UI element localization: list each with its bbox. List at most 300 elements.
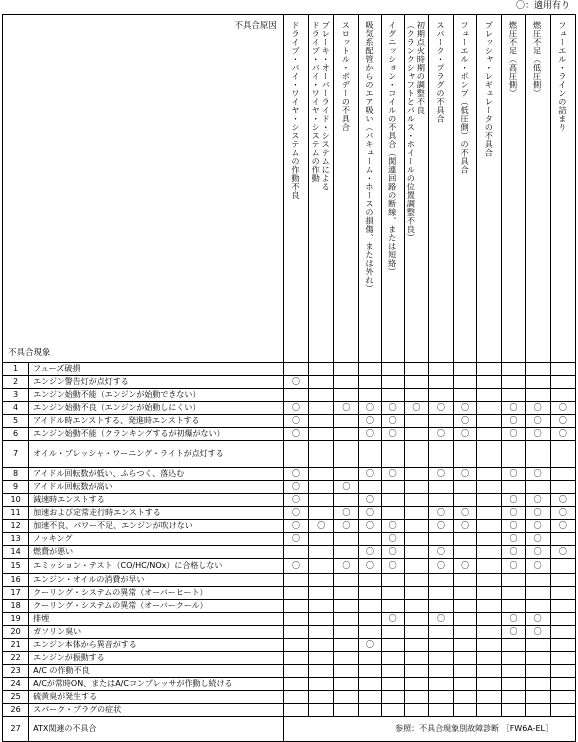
empty-cell [309,441,334,468]
row-number: 4 [3,402,29,415]
applicable-mark: 〇 [428,507,453,520]
empty-cell [454,441,477,468]
empty-cell [334,546,359,559]
empty-cell [309,546,334,559]
cause-heading: 不具合原因 [234,21,277,31]
cause-label: 吸気系配管からのエア吸い（バキューム・ホースの損傷、または外れ） [365,21,376,293]
empty-cell [428,494,453,507]
empty-cell [404,559,428,574]
empty-cell [550,533,575,546]
empty-cell [454,600,477,613]
empty-cell [477,652,502,665]
empty-cell [381,652,404,665]
row-number: 9 [3,481,29,494]
symptom-cell: エンジン警告灯が点灯する [29,376,284,389]
empty-cell [477,665,502,678]
empty-cell [404,415,428,428]
empty-cell [334,389,359,402]
empty-cell [550,468,575,481]
empty-cell [477,691,502,704]
empty-cell [454,639,477,652]
empty-cell [381,363,404,376]
applicable-mark: 〇 [550,428,575,441]
empty-cell [477,520,502,533]
empty-cell [283,574,308,587]
applicable-mark: 〇 [454,507,477,520]
empty-cell [309,428,334,441]
empty-cell [454,613,477,626]
applicable-mark: 〇 [359,520,381,533]
cause-label: イグニッション・コイルの不具合（関連回路の断線、または短絡） [387,21,398,276]
empty-cell [334,363,359,376]
applicable-mark: 〇 [525,494,550,507]
empty-cell [454,691,477,704]
empty-cell [404,363,428,376]
applicable-mark: 〇 [428,546,453,559]
empty-cell [525,678,550,691]
empty-cell [428,587,453,600]
row-number: 26 [3,704,29,717]
symptom-cell: A/Cが常時ON、またはA/Cコンプレッサが作動し続ける [29,678,284,691]
symptom-cell: クーリング・システムの異常（オーバークール） [29,600,284,613]
empty-cell [359,441,381,468]
cause-column-header [404,15,428,363]
empty-cell [334,441,359,468]
applicable-mark: 〇 [283,481,308,494]
applicable-mark: 〇 [550,520,575,533]
empty-cell [454,389,477,402]
table-row [3,626,576,639]
applicable-mark: 〇 [283,376,308,389]
empty-cell [334,600,359,613]
applicable-mark: 〇 [283,402,308,415]
applicable-mark: 〇 [550,546,575,559]
empty-cell [428,574,453,587]
empty-cell [309,481,334,494]
applicable-mark: 〇 [428,402,453,415]
empty-cell [404,428,428,441]
symptom-cell: エンジン本体から異音がする [29,639,284,652]
empty-cell [550,481,575,494]
empty-cell [404,481,428,494]
row-number: 10 [3,494,29,507]
empty-cell [359,481,381,494]
empty-cell [381,639,404,652]
empty-cell [381,704,404,717]
empty-cell [454,574,477,587]
empty-cell [525,704,550,717]
empty-cell [477,376,502,389]
empty-cell [309,678,334,691]
empty-cell [334,665,359,678]
applicable-mark: 〇 [525,507,550,520]
symptom-cell: 硫黄臭が発生する [29,691,284,704]
applicable-mark: 〇 [525,546,550,559]
empty-cell [428,481,453,494]
empty-cell [525,376,550,389]
cause-column-header [309,15,334,363]
symptom-cell: エンジン始動不良（エンジンが始動しにくい） [29,402,284,415]
empty-cell [309,415,334,428]
symptom-cell: アイドル回転数が低い、ふらつく、落込む [29,468,284,481]
table-row [3,363,576,376]
applicable-mark: 〇 [525,428,550,441]
empty-cell [428,415,453,428]
empty-cell [381,574,404,587]
empty-cell [404,494,428,507]
empty-cell [454,704,477,717]
empty-cell [454,363,477,376]
table-row [3,376,576,389]
applicable-mark: 〇 [283,533,308,546]
empty-cell [502,574,525,587]
table-row [3,639,576,652]
empty-cell [550,376,575,389]
empty-cell [334,376,359,389]
empty-cell [477,415,502,428]
empty-cell [525,574,550,587]
symptom-cell: アイドル回転数が高い [29,481,284,494]
applicable-mark: 〇 [428,428,453,441]
empty-cell [477,494,502,507]
empty-cell [283,704,308,717]
empty-cell [525,587,550,600]
empty-cell [309,691,334,704]
empty-cell [359,691,381,704]
empty-cell [381,376,404,389]
row-number: 25 [3,691,29,704]
table-row [3,574,576,587]
empty-cell [550,441,575,468]
table-row [3,494,576,507]
empty-cell [525,665,550,678]
applicable-mark: 〇 [359,494,381,507]
applicable-mark: 〇 [334,481,359,494]
empty-cell [525,600,550,613]
empty-cell [502,678,525,691]
empty-cell [381,691,404,704]
cause-label: フューエル・ポンプ（低圧側）の不具合 [460,21,471,174]
cause-column-header [381,15,404,363]
empty-cell [283,600,308,613]
applicable-mark: 〇 [550,494,575,507]
row-number: 19 [3,613,29,626]
empty-cell [404,389,428,402]
empty-cell [477,600,502,613]
empty-cell [525,691,550,704]
empty-cell [334,639,359,652]
empty-cell [550,678,575,691]
applicable-mark: 〇 [502,415,525,428]
applicable-mark: 〇 [502,428,525,441]
empty-cell [477,507,502,520]
applicable-mark: 〇 [550,507,575,520]
empty-cell [550,704,575,717]
empty-cell [404,587,428,600]
table-row [3,507,576,520]
empty-cell [283,678,308,691]
empty-cell [334,494,359,507]
applicable-mark: 〇 [283,415,308,428]
empty-cell [334,678,359,691]
applicable-mark: 〇 [550,402,575,415]
empty-cell [404,441,428,468]
symptom-cell: クーリング・システムの異常（オーバーヒート） [29,587,284,600]
applicable-mark: 〇 [454,559,477,574]
empty-cell [309,468,334,481]
empty-cell [477,626,502,639]
symptom-cell: エンジン始動不能（クランキングするが初爆がない） [29,428,284,441]
empty-cell [454,626,477,639]
empty-cell [477,428,502,441]
applicable-mark: 〇 [502,559,525,574]
empty-cell [381,678,404,691]
empty-cell [309,389,334,402]
empty-cell [477,481,502,494]
symptom-cell: ATX関連の不具合 [29,717,284,742]
applicable-mark: 〇 [502,546,525,559]
cause-column-header [477,15,502,363]
empty-cell [334,428,359,441]
applicable-mark: 〇 [283,468,308,481]
table-row [3,520,576,533]
empty-cell [454,587,477,600]
applicable-mark: 〇 [525,613,550,626]
empty-cell [404,533,428,546]
empty-cell [309,559,334,574]
empty-cell [381,600,404,613]
applicable-mark: 〇 [283,520,308,533]
empty-cell [502,691,525,704]
empty-cell [309,587,334,600]
applicable-mark: 〇 [334,402,359,415]
empty-cell [428,704,453,717]
empty-cell [477,704,502,717]
empty-cell [550,626,575,639]
row-number: 23 [3,665,29,678]
header-corner [3,15,284,363]
row-number: 11 [3,507,29,520]
applicable-mark: 〇 [381,533,404,546]
cause-column-header [525,15,550,363]
empty-cell [359,704,381,717]
applicable-mark: 〇 [359,639,381,652]
empty-cell [404,600,428,613]
empty-cell [428,652,453,665]
applicable-mark: 〇 [550,415,575,428]
row-number: 21 [3,639,29,652]
diagnosis-matrix [2,14,576,742]
empty-cell [477,559,502,574]
empty-cell [381,665,404,678]
row-number: 5 [3,415,29,428]
row-number: 14 [3,546,29,559]
cause-column-header [334,15,359,363]
empty-cell [283,613,308,626]
empty-cell [404,574,428,587]
cause-label: ドライブ・バイ・ワイヤ・システムの作動不良 [291,21,302,200]
empty-cell [283,441,308,468]
applicable-mark: 〇 [381,468,404,481]
empty-cell [309,613,334,626]
empty-cell [477,574,502,587]
table-row [3,691,576,704]
empty-cell [550,389,575,402]
cause-label: スロットル・ボデーの不具合 [341,21,352,132]
empty-cell [283,691,308,704]
symptom-cell: オイル・プレッシャ・ワーニング・ライトが点灯する [29,441,284,468]
cause-label: 燃圧不足（高圧側） [508,21,519,98]
empty-cell [309,574,334,587]
empty-cell [550,691,575,704]
row-number: 13 [3,533,29,546]
cause-column-header [428,15,453,363]
empty-cell [550,665,575,678]
table-row [3,428,576,441]
applicable-mark: 〇 [359,415,381,428]
empty-cell [334,468,359,481]
empty-cell [525,441,550,468]
empty-cell [359,652,381,665]
empty-cell [309,494,334,507]
empty-cell [428,363,453,376]
empty-cell [454,652,477,665]
empty-cell [454,546,477,559]
empty-cell [477,389,502,402]
row-number: 17 [3,587,29,600]
symptom-cell: スパーク・プラグの症状 [29,704,284,717]
row-number: 2 [3,376,29,389]
empty-cell [283,363,308,376]
table-row [3,441,576,468]
applicable-mark: 〇 [502,402,525,415]
empty-cell [404,520,428,533]
empty-cell [477,468,502,481]
applicable-mark: 〇 [428,559,453,574]
table-row [3,402,576,415]
empty-cell [334,587,359,600]
applicable-mark: 〇 [359,468,381,481]
applicable-mark: 〇 [283,494,308,507]
empty-cell [477,587,502,600]
empty-cell [477,402,502,415]
row-number: 3 [3,389,29,402]
symptom-cell: エンジン始動不能（エンジンが始動できない） [29,389,284,402]
empty-cell [381,494,404,507]
symptom-cell: 減速時エンストする [29,494,284,507]
symptom-cell: 排煙 [29,613,284,626]
cause-column-header [454,15,477,363]
empty-cell [404,665,428,678]
empty-cell [477,678,502,691]
applicable-mark: 〇 [381,415,404,428]
applicable-mark: 〇 [334,559,359,574]
table-row [3,481,576,494]
empty-cell [404,704,428,717]
applicable-mark: 〇 [502,533,525,546]
empty-cell [283,626,308,639]
applicable-mark: 〇 [525,559,550,574]
empty-cell [550,574,575,587]
empty-cell [525,389,550,402]
symptom-cell: アイドル時エンストする、発進時エンストする [29,415,284,428]
empty-cell [454,376,477,389]
symptom-cell: ノッキング [29,533,284,546]
applicable-mark: 〇 [309,520,334,533]
applicable-mark: 〇 [525,468,550,481]
empty-cell [359,678,381,691]
empty-cell [477,613,502,626]
table-row [3,389,576,402]
empty-cell [283,546,308,559]
empty-cell [502,665,525,678]
applicable-mark: 〇 [454,428,477,441]
row-number: 15 [3,559,29,574]
empty-cell [381,587,404,600]
empty-cell [334,652,359,665]
table-row [3,468,576,481]
empty-cell [404,376,428,389]
empty-cell [550,639,575,652]
empty-cell [404,468,428,481]
empty-cell [550,587,575,600]
empty-cell [477,363,502,376]
empty-cell [550,613,575,626]
empty-cell [381,389,404,402]
cause-column-header [359,15,381,363]
cause-label: フューエル・ラインの詰まり [557,21,568,132]
empty-cell [454,494,477,507]
empty-cell [283,665,308,678]
empty-cell [525,481,550,494]
empty-cell [428,533,453,546]
applicable-mark: 〇 [359,559,381,574]
empty-cell [550,600,575,613]
empty-cell [428,389,453,402]
applicable-mark: 〇 [502,507,525,520]
row-number: 22 [3,652,29,665]
empty-cell [381,441,404,468]
row-number: 24 [3,678,29,691]
row-number: 8 [3,468,29,481]
empty-cell [309,626,334,639]
empty-cell [404,507,428,520]
empty-cell [454,678,477,691]
empty-cell [502,704,525,717]
cause-label: 燃圧不足（低圧側） [532,21,543,98]
applicable-mark: 〇 [283,428,308,441]
empty-cell [359,363,381,376]
table-row [3,533,576,546]
empty-cell [359,613,381,626]
empty-cell [404,626,428,639]
empty-cell [550,652,575,665]
empty-cell [309,533,334,546]
empty-cell [502,441,525,468]
row-number: 1 [3,363,29,376]
applicable-mark: 〇 [525,520,550,533]
empty-cell [334,691,359,704]
empty-cell [477,546,502,559]
empty-cell [477,533,502,546]
empty-cell [428,691,453,704]
empty-cell [428,639,453,652]
applicable-mark: 〇 [525,415,550,428]
applicable-mark: 〇 [428,613,453,626]
empty-cell [334,574,359,587]
empty-cell [428,600,453,613]
applicable-mark: 〇 [381,520,404,533]
